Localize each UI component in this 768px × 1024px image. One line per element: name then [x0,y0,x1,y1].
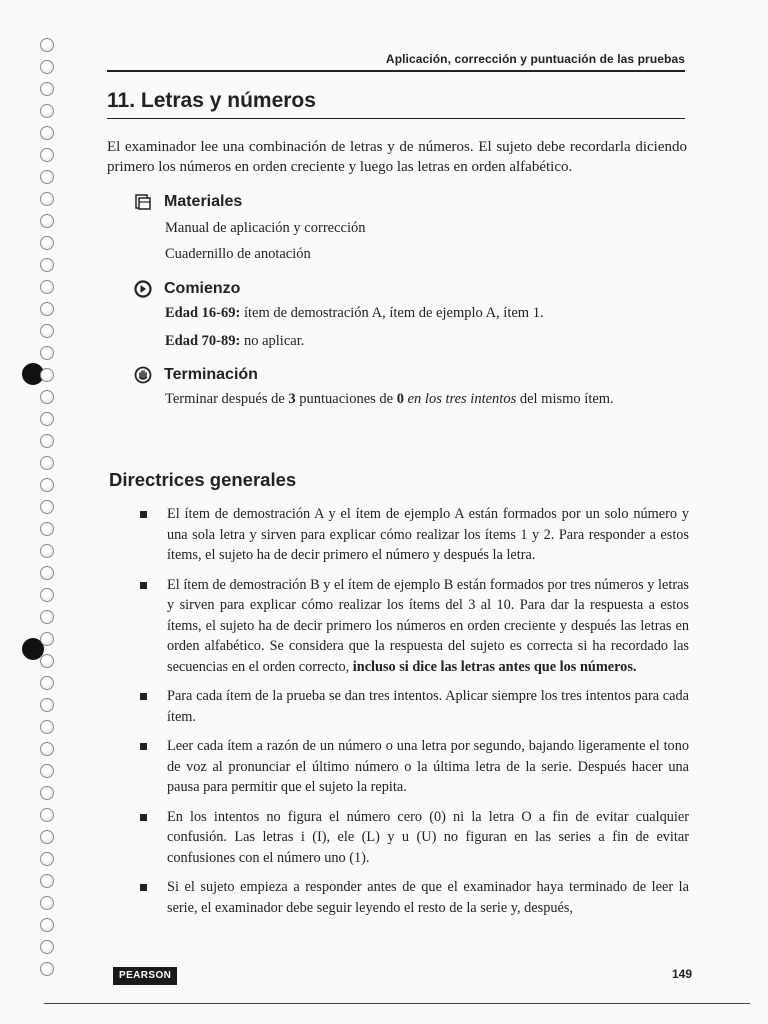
intro-paragraph: El examinador lee una combinación de letras y de números. El sujeto debe recordarla diciendo primero los números en orden creciente y luego las letras en orden alfabético. [107,139,687,175]
binding-ring [40,918,54,932]
binding-ring [40,214,54,228]
binding-ring [40,566,54,580]
directrices-heading: Directrices generales [109,469,297,490]
binding-ring [40,852,54,866]
section-title: 11. Letras y números [107,89,685,119]
terminacion-count: 3 [288,391,296,407]
binding-ring [40,742,54,756]
binding-ring [40,500,54,514]
comienzo-age-text: ítem de demostración A, ítem de ejemplo A, ítem 1. [240,305,544,321]
terminacion-text [165,389,684,409]
binding-ring [40,258,54,272]
list-item [139,575,689,678]
binding-ring [40,698,54,712]
binding-ring [40,280,54,294]
binding-ring [40,368,54,382]
book-icon [134,193,152,211]
running-title: Aplicación, corrección y puntuación de las pruebas [385,52,685,66]
comienzo-line [165,329,684,353]
list-item [139,736,689,798]
comienzo-heading: Comienzo [164,280,241,297]
binding-ring [40,60,54,74]
binding-ring [40,324,54,338]
binding-ring [40,522,54,536]
binding-ring [40,654,54,668]
binding-ring [40,610,54,624]
comienzo-line [165,301,684,325]
spiral-binding [34,30,62,1000]
terminacion-text-part: puntuaciones de [295,391,397,407]
bullet-square-icon [140,511,147,518]
binding-ring [40,676,54,690]
list-item-text: El ítem de demostración B y el ítem de ejemplo B están formados por tres números y letras y sirven para explicar cómo realizar los ítems del 3 al 10. Para dar la respuesta a estos ítems, el sujeto ha de decir primero los números en orden creciente y después las letras en orden alfabético. Se considera que la respuesta del sujeto es correcta si ha recordado las secuencias en el orden correcto, [167,576,689,675]
binding-ring [40,764,54,778]
binding-ring [40,126,54,140]
binding-ring [40,390,54,404]
binding-ring [40,82,54,96]
bottom-divider [44,1003,750,1004]
terminacion-heading: Terminación [164,366,258,383]
terminacion-emphasis: en los tres intentos [407,391,517,407]
binding-ring [40,456,54,470]
list-item-text: En los intentos no figura el número cero (0) ni la letra O a fin de evitar cualquier confusión. Las letras i (I), ele (L) y u (U) no figuran en las series a fin de evitar confusiones con el número uno (1). [167,808,689,866]
page-number: 149 [671,967,692,981]
bullet-square-icon [140,884,147,891]
publisher-logo: PEARSON [113,967,177,985]
list-item-text: Para cada ítem de la prueba se dan tres intentos. Aplicar siempre los tres intentos para cada ítem. [167,688,689,725]
comienzo-age-label: Edad 70-89: [165,333,241,349]
terminacion-score: 0 [396,391,404,407]
binding-ring [40,302,54,316]
terminacion-text-part: Terminar después de [165,391,289,407]
binding-ring [40,192,54,206]
binding-ring [40,434,54,448]
list-item [139,504,689,566]
stop-hand-icon [134,366,152,384]
binding-ring [40,236,54,250]
list-item [139,877,689,918]
bullet-square-icon [140,743,147,750]
list-item-text: Si el sujeto empieza a responder antes de que el examinador haya terminado de leer la serie, el examinador debe seguir leyendo el resto de la serie y, después, [167,879,689,916]
binding-ring [40,940,54,954]
binding-ring [40,632,54,646]
binding-ring [40,346,54,360]
binding-ring [40,720,54,734]
binding-ring [40,412,54,426]
list-item-bold-text: incluso si dice las letras antes que los números. [352,658,637,675]
binding-ring [40,874,54,888]
materiales-heading: Materiales [164,193,243,210]
binding-ring [40,808,54,822]
list-item [139,686,689,727]
binding-ring [40,588,54,602]
binding-ring [40,544,54,558]
bullet-square-icon [140,814,147,821]
binding-ring [40,830,54,844]
bullet-square-icon [140,693,147,700]
list-item-text: Leer cada ítem a razón de un número o una letra por segundo, bajando ligeramente el tono de voz al pronunciar el último número o la última letra de la serie. Después hacer una pausa para permitir que el sujeto la repita. [167,738,689,795]
terminacion-section [134,364,684,409]
terminacion-text-part: del mismo ítem. [516,391,614,407]
start-arrow-icon [134,280,152,298]
binding-ring [40,478,54,492]
comienzo-section [134,278,684,353]
binding-ring [40,896,54,910]
binding-ring [40,148,54,162]
list-item-text: El ítem de demostración A y el ítem de ejemplo A están formados por un solo número y una sola letra y sirven para explicar cómo realizar los ítems 1 y 2. Para responder a estos ítems, el sujeto ha de decir primero el número y después la letra. [167,506,689,563]
materiales-item: Manual de aplicación y corrección [165,220,366,236]
materiales-section [134,191,684,266]
binding-ring [40,786,54,800]
comienzo-age-label: Edad 16-69: [165,305,241,321]
binding-ring [40,38,54,52]
list-item [139,807,689,869]
directrices-list [139,504,689,927]
running-header [107,52,685,72]
bullet-square-icon [140,582,147,589]
comienzo-age-text: no aplicar. [240,333,305,349]
binding-ring [40,962,54,976]
materiales-item: Cuadernillo de anotación [165,246,311,262]
binding-ring [40,104,54,118]
binding-ring [40,170,54,184]
